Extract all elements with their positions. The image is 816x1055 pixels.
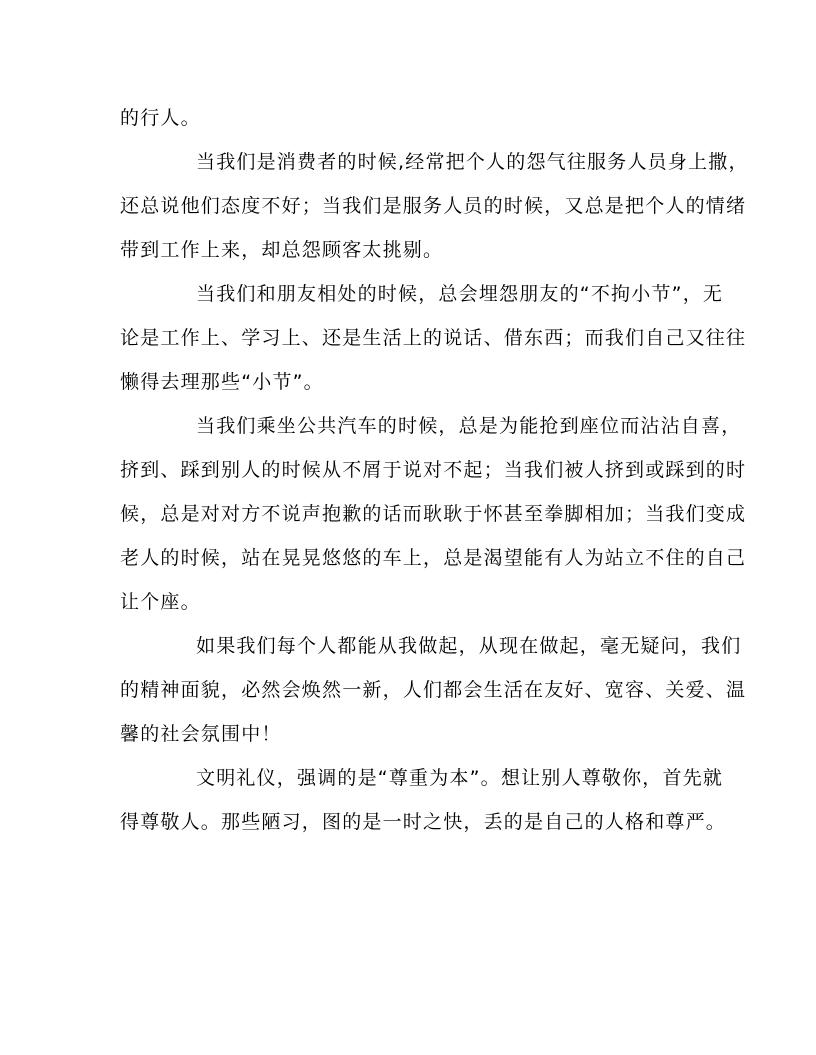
text-line: 挤到、踩到别人的时候从不屑于说对不起；当我们被人挤到或踩到的时 <box>120 459 747 481</box>
text-line: 带到工作上来，却总怨顾客太挑剔。 <box>120 239 444 261</box>
paragraph-first-line: 文明礼仪，强调的是“尊重为本”。想让别人尊敬你，首先就 <box>196 767 724 789</box>
paragraph-first-line: 当我们乘坐公共汽车的时候，总是为能抢到座位而沾沾自喜， <box>196 415 742 437</box>
text-line: 懒得去理那些“小节”。 <box>120 371 324 393</box>
text-line: 让个座。 <box>120 591 201 613</box>
text-line: 论是工作上、学习上、还是生活上的说话、借东西；而我们自己又往往 <box>120 327 747 349</box>
text-line: 的精神面貌，必然会焕然一新，人们都会生活在友好、宽容、关爱、温 <box>120 679 747 701</box>
paragraph-first-line: 如果我们每个人都能从我做起，从现在做起，毫无疑问，我们 <box>196 635 742 657</box>
text-line: 馨的社会氛围中！ <box>120 723 282 745</box>
text-line: 候，总是对对方不说声抱歉的话而耿耿于怀甚至拳脚相加；当我们变成 <box>120 503 747 525</box>
text-line: 得尊敬人。那些陋习，图的是一时之快，丢的是自己的人格和尊严。 <box>120 811 727 833</box>
text-line: 的行人。 <box>120 107 201 129</box>
paragraph-first-line: 当我们是消费者的时候,经常把个人的怨气往服务人员身上撒， <box>196 151 749 173</box>
text-line: 还总说他们态度不好；当我们是服务人员的时候，又总是把个人的情绪 <box>120 195 747 217</box>
text-line: 老人的时候，站在晃晃悠悠的车上，总是渴望能有人为站立不住的自己 <box>120 547 747 569</box>
paragraph-first-line: 当我们和朋友相处的时候，总会埋怨朋友的“不拘小节”，无 <box>196 283 724 305</box>
